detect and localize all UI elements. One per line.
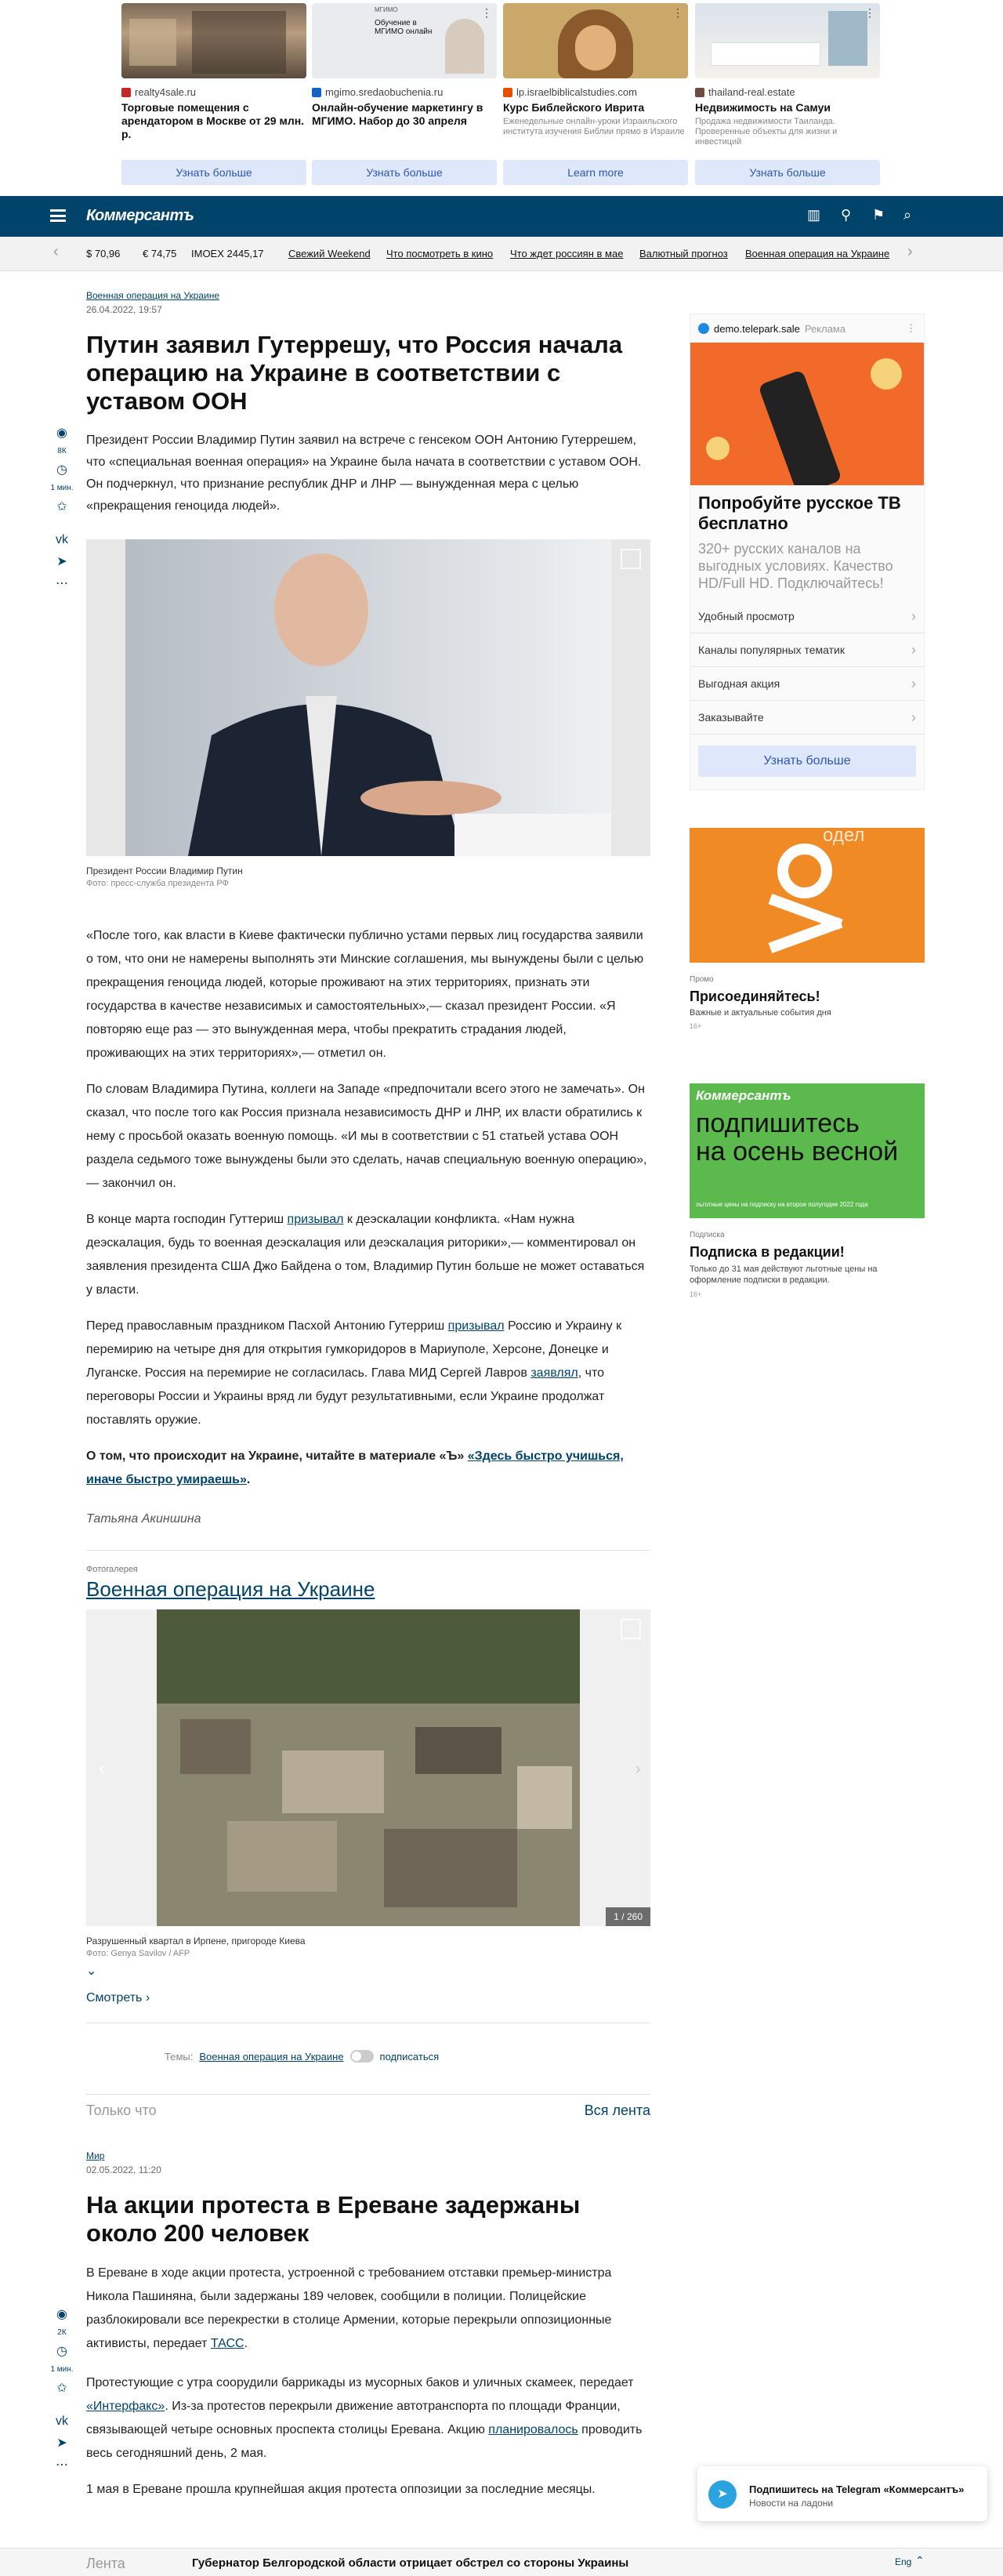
more-icon[interactable]: ⋮: [672, 6, 683, 19]
ad-link-row[interactable]: Каналы популярных тематик ›: [690, 633, 924, 667]
fullscreen-icon[interactable]: [621, 1619, 641, 1639]
promo-description: Только до 31 мая действуют льготные цены на оформление подписки в редакции.: [690, 1264, 878, 1285]
telegram-icon[interactable]: ➤: [56, 2436, 67, 2450]
promo-title[interactable]: Присоединяйтесь!: [690, 989, 820, 1004]
feed-header: [86, 2103, 650, 2119]
ad-favicon-icon: [312, 88, 321, 97]
ad-button[interactable]: Узнать больше: [121, 160, 306, 185]
location-icon[interactable]: ⚲: [841, 207, 852, 223]
inline-link[interactable]: «Интерфакс»: [86, 2400, 165, 2413]
top-ads-row: [0, 0, 1003, 196]
promo-banner[interactable]: Коммерсантъ подпишитесь на осень весной льготные цены на подписку на второе полугодие 2022 года: [690, 1083, 925, 1218]
telegram-icon: ➤: [708, 2480, 737, 2509]
article-paragraph: «После того, как власти в Киеве фактически публично устами первых лиц государства заявили о том, что они не намерены выполнять эти Минские соглашения, мы вынуждены были с целью прекращения геноцида людей, которые проживают на этих территориях, признать эти государства в качестве независимых и самостоятельных»,— сказал президент России. «Я повторяю еще раз — это вынужденная мера, чтобы прекратить страдания людей, проживающих на этих территориях»,— отметил он.: [86, 929, 644, 1060]
gallery-label: Фотогалерея: [86, 1565, 138, 1574]
ticker-link[interactable]: Свежий Weekend: [288, 248, 371, 259]
chevron-left-icon[interactable]: ‹: [99, 1758, 105, 1778]
ad-image[interactable]: [503, 3, 688, 78]
inline-link[interactable]: призывал: [447, 1319, 505, 1333]
ticker-link[interactable]: Что ждет россиян в мае: [510, 248, 624, 259]
article-side-icons: [50, 425, 74, 597]
ad-title[interactable]: Попробуйте русское ТВ бесплатно: [698, 493, 901, 533]
latest-headline[interactable]: Губернатор Белгородской области отрицает обстрел со стороны Украины: [192, 2556, 629, 2570]
chevron-right-icon[interactable]: ›: [907, 243, 913, 260]
clock-icon: ◷: [56, 463, 67, 477]
menu-icon[interactable]: [50, 209, 66, 222]
views-count: 8К: [57, 447, 67, 455]
chevron-right-icon: ›: [145, 1991, 150, 2005]
inline-link[interactable]: ТАСС: [210, 2337, 244, 2350]
more-icon[interactable]: ⋯: [56, 2458, 68, 2472]
promo-tag: Подписка: [690, 1231, 725, 1239]
ad-title[interactable]: Онлайн-обучение маркетингу в МГИМО. Набор до 30 апреля: [312, 101, 483, 127]
ad-title[interactable]: Курс Библейского Иврита: [503, 101, 645, 114]
article-author[interactable]: Татьяна Акиншина: [86, 1512, 201, 1526]
sidebar-ad[interactable]: [690, 314, 925, 790]
article-rubric[interactable]: Военная операция на Украине: [86, 290, 220, 301]
telegram-promo[interactable]: [697, 2466, 987, 2521]
eye-icon: ◉: [56, 2308, 67, 2321]
sidebar: [690, 314, 925, 1298]
ad-description: Еженедельные онлайн-уроки Израильского института изучения Библии прямо в Израиле: [503, 117, 685, 136]
article-side-icons: [50, 2306, 74, 2479]
article-paragraph: О том, что происходит на Украине, читайте в материале «Ъ» «Здесь быстро учишься, иначе быстро умираешь».: [86, 1449, 624, 1486]
ad-card[interactable]: [695, 3, 880, 179]
telegram-icon[interactable]: ➤: [56, 555, 67, 568]
more-icon[interactable]: ⋮: [481, 6, 492, 19]
ad-domain[interactable]: thailand-real.estate: [708, 86, 795, 98]
gallery-watch-link[interactable]: Смотреть ›: [86, 1991, 150, 2005]
more-icon[interactable]: ⋯: [56, 577, 68, 590]
bookmark-icon[interactable]: ✩: [56, 2382, 67, 2395]
inline-link[interactable]: заявлял: [530, 1366, 578, 1380]
article-paragraph: Протестующие с утра соорудили баррикады из мусорных баков и уличных скамеек, передает «Интерфакс». Из-за протестов перекрыли движение автотранспорта по площади Франции, связывающей четыре основных проспекта столицы Еревана. Акцию планировалось проводить весь сегодняшний день, 2 мая.: [86, 2376, 643, 2460]
article-date: 26.04.2022, 19:57: [86, 304, 162, 315]
feed-label: Только что: [86, 2103, 157, 2118]
ad-title[interactable]: Торговые помещения с арендатором в Москве от 29 млн. р.: [121, 101, 305, 140]
ad-image[interactable]: [690, 343, 924, 485]
promo-tag: Промо: [690, 975, 714, 984]
chevron-up-icon[interactable]: ⌃: [915, 2554, 925, 2567]
ad-domain[interactable]: demo.telepark.sale: [714, 322, 800, 335]
bookmark-icon[interactable]: ✩: [56, 500, 67, 513]
ad-button[interactable]: Узнать больше: [698, 746, 916, 777]
ad-button[interactable]: Learn more: [503, 160, 688, 185]
article-photo[interactable]: [86, 539, 650, 856]
all-feed-link[interactable]: Вся лента: [584, 2103, 650, 2118]
ticker-link[interactable]: Военная операция на Украине: [745, 248, 890, 259]
article-title: Путин заявил Гутеррешу, что Россия начала операцию на Украине в соответствии с уставом ООН: [86, 331, 623, 415]
topics-label: Темы:: [165, 2050, 194, 2063]
ad-image[interactable]: МГИМО Обучение в МГИМО онлайн ⋮: [312, 3, 497, 78]
site-logo[interactable]: Коммерсантъ: [86, 207, 194, 224]
promo-description: Важные и актуальные события дня: [690, 1008, 831, 1018]
topic-link[interactable]: Военная операция на Украине: [199, 2050, 344, 2063]
age-rating: 16+: [690, 1022, 702, 1030]
ad-image[interactable]: [121, 3, 306, 78]
vk-icon[interactable]: vk: [56, 2415, 68, 2428]
language-switch[interactable]: Eng: [895, 2556, 912, 2567]
ad-favicon-icon: [698, 323, 709, 334]
gallery-counter: 1 / 260: [606, 1907, 650, 1926]
vk-icon[interactable]: vk: [56, 533, 68, 546]
views-count: 2К: [57, 2328, 67, 2337]
photo-caption: Президент России Владимир Путин: [86, 865, 243, 876]
search-icon[interactable]: ⌕: [903, 207, 912, 223]
article-paragraph: 1 мая в Ереване прошла крупнейшая акция протеста оппозиции за последние месяцы.: [86, 2483, 596, 2496]
ad-domain[interactable]: realty4sale.ru: [135, 86, 197, 98]
imoex-index[interactable]: IMOEX 2445,17: [191, 248, 264, 259]
promo-title[interactable]: Подписка в редакции!: [690, 1244, 845, 1260]
read-time: 1 мин.: [50, 2365, 74, 2374]
article-lead: В Ереване в ходе акции протеста, устроенной с требованием отставки премьер-министра Никола Пашиняна, были задержаны 189 человек, сообщили в полиции. Полицейские разблокировали все перекрестки в столице Армении, которые перекрыли оппозиционные активисты, передает ТАСС.: [86, 2266, 612, 2350]
more-icon[interactable]: ⋮: [906, 322, 916, 334]
clock-icon: ◷: [56, 2345, 67, 2358]
fullscreen-icon[interactable]: [621, 549, 641, 569]
ticker-bar: [0, 237, 1003, 271]
ad-domain[interactable]: mgimo.sredaobuchenia.ru: [325, 86, 444, 98]
ad-button[interactable]: Узнать больше: [312, 160, 497, 185]
article-rubric[interactable]: Мир: [86, 2150, 105, 2161]
gallery-image: [86, 1609, 650, 1926]
more-icon[interactable]: ⋮: [864, 6, 875, 19]
ad-favicon-icon: [503, 88, 512, 97]
feed-label[interactable]: Лента: [86, 2556, 125, 2571]
ad-favicon-icon: [121, 88, 131, 97]
ticker-link[interactable]: Что посмотреть в кино: [386, 248, 494, 259]
article-lead: Президент России Владимир Путин заявил на встрече с генсеком ООН Антонию Гутеррешем, что «специальная военная операция» на Украине была начата в соответствии с уставом ООН. Он подчеркнул, что признание республик ДНР и ЛНР — вынужденная мера с целью «прекращения геноцида людей».: [86, 434, 642, 513]
topics-row: [165, 2050, 650, 2063]
ad-title[interactable]: Недвижимость на Самуи: [695, 101, 831, 114]
telegram-subtitle: Новости на ладони: [749, 2498, 834, 2509]
article-paragraph: В конце марта господин Гуттериш призывал к деэскалации конфликта. «Нам нужна деэскалация, будь то военная деэскалация или деэскалация риторики»,— комментировал он заявления президента США Джо Байдена о том, Владимир Путин больше не может оставаться у власти.: [86, 1213, 645, 1297]
ad-link-row[interactable]: Удобный просмотр ›: [690, 600, 924, 633]
inline-link[interactable]: призывал: [287, 1213, 344, 1226]
promo-image[interactable]: одел: [690, 828, 925, 963]
ad-card[interactable]: [312, 3, 497, 179]
charts-icon[interactable]: ▥: [807, 207, 821, 223]
ad-domain[interactable]: lp.israelbiblicalstudies.com: [516, 86, 637, 98]
ad-card[interactable]: [121, 3, 306, 179]
main-column: [50, 271, 650, 2502]
putin-photo: [86, 539, 650, 856]
eur-rate[interactable]: € 74,75: [143, 248, 177, 259]
ad-link-row[interactable]: Заказывайте ›: [690, 701, 924, 735]
ad-description: Продажа недвижимости Таиланда. Проверенные объекты для жизни и инвестиций: [695, 117, 838, 147]
ad-card[interactable]: [503, 3, 688, 179]
ad-image[interactable]: [695, 3, 880, 78]
site-header: [0, 196, 1003, 237]
ad-favicon-icon: [695, 88, 704, 97]
inline-link[interactable]: «Здесь быстро учишься, иначе быстро умираешь»: [86, 1449, 624, 1486]
eye-icon: ◉: [56, 426, 67, 440]
gallery-credit: Фото: Genya Savilov / AFP: [86, 1949, 190, 1958]
gallery-photo[interactable]: [86, 1609, 650, 1926]
ad-link-row[interactable]: Выгодная акция ›: [690, 667, 924, 701]
chevron-left-icon[interactable]: ‹: [53, 243, 59, 260]
usd-rate[interactable]: $ 70,96: [86, 248, 121, 259]
age-rating: 16+: [690, 1290, 702, 1298]
ad-description: 320+ русских каналов на выгодных условиях. Качество HD/Full HD. Подключайтесь!: [698, 541, 893, 591]
article-paragraph: Перед православным праздником Пасхой Антонию Гутерриш призывал Россию и Украину к перемирию на четыре дня для открытия гумкоридоров в Мариуполе, Херсоне, Донецке и Луганске. Россия на перемирие не согласилась. Глава МИД Сергей Лавров заявлял, что переговоры России и Украины вряд ли будут результативными, если Украине продолжат поставлять оружие.: [86, 1319, 622, 1427]
bottom-feed-bar: [0, 2548, 1003, 2576]
photo-credit: Фото: пресс-служба президента РФ: [86, 879, 229, 888]
article-title[interactable]: На акции протеста в Ереване задержаны около 200 человек: [86, 2191, 581, 2247]
gallery-caption: Разрушенный квартал в Ирпене, пригороде Киева: [86, 1936, 306, 1947]
chevron-right-icon[interactable]: ›: [635, 1758, 641, 1778]
gallery-title[interactable]: Военная операция на Украине: [86, 1577, 375, 1601]
ticker-link[interactable]: Валютный прогноз: [639, 248, 728, 259]
subscribe-toggle[interactable]: [350, 2050, 374, 2063]
ad-tag: Реклама: [804, 322, 845, 335]
article-date: 02.05.2022, 11:20: [86, 2164, 161, 2175]
ad-button[interactable]: Узнать больше: [695, 160, 880, 185]
telegram-title[interactable]: Подпишитесь на Telegram «Коммерсантъ»: [749, 2483, 965, 2495]
chevron-down-icon[interactable]: ⌄: [86, 1965, 97, 1978]
article-paragraph: По словам Владимира Путина, коллеги на Западе «предпочитали всего этого не замечать». Он сказал, что после того как Россия признала независимость ДНР и ЛНР, их власти обратились к нему с просьбой оказать военную помощь. «И мы в соответствии с 51 статьей устава ООН раздела седьмого тоже вынуждены были это сделать, начав специальную военную операцию»,— закончил он.: [86, 1083, 647, 1190]
subscribe-label[interactable]: подписаться: [379, 2050, 440, 2063]
read-time: 1 мин.: [50, 484, 74, 492]
inline-link[interactable]: планировалось: [488, 2423, 578, 2436]
radio-icon[interactable]: ⚑: [872, 207, 885, 223]
